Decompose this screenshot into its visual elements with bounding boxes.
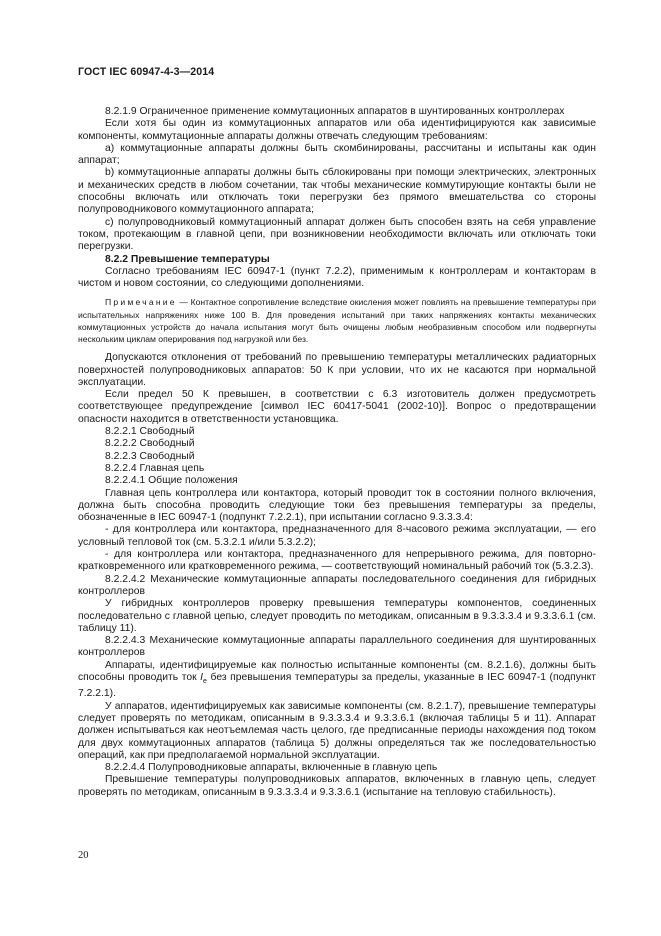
list-item-c: c) полупроводниковый коммутационный аппарат должен быть способен взять на себя управление током, протекающим в главной цепи, при возникновении необходимости включать или отключать токи перегрузки. (78, 216, 596, 253)
list-item-dash: - для контроллера или контактора, предназначенного для 8-часового режима эксплуатации, — его условный тепловой ток (см. 5.3.2.1 и/или 5.3.2.2); (78, 524, 596, 548)
document-header: ГОСТ IEC 60947-4-3—2014 (78, 66, 215, 78)
section-heading-8-2-2: 8.2.2 Превышение температуры (105, 253, 270, 265)
paragraph: Главная цепь контроллера или контактора, который проводит ток в состоянии полного включения, должна быть способна проводить следующие токи без превышения температуры за пределы, обозначенные в IEC 60947-1 (подпункт 7.2.2.1), при испытании согласно 9.3.3.3.4: (78, 487, 596, 524)
document-body (78, 106, 596, 799)
note-label: Примечание (105, 297, 177, 308)
section-heading-8-2-2-4-2: 8.2.2.4.2 Механические коммутационные аппараты последовательного соединения для гибридных контроллеров (78, 573, 596, 597)
list-item-a: a) коммутационные аппараты должны быть скомбинированы, рассчитаны и испытаны как один аппарат; (78, 142, 596, 167)
note-text: — Контактное сопротивление вследствие окисления может повлиять на превышение температуры при испытательных напряжениях ниже 100 В. Для проведения испытаний при таких напряжениях контакты механических коммутационных устройств до начала испытания могут быть очищены любым необразивным способом или подвергнуты нескольким циклам оперирования под нагрузкой или без. (78, 297, 596, 345)
paragraph-rated-current: Аппараты, идентифицируемые как полностью испытанные компоненты (см. 8.2.1.6), должны быть способны проводить ток $I_e$ без превышения температуры за пределы, указанные в IEC 60947-1 (подпункт 7.2.2.1). (78, 659, 596, 700)
section-heading-8-2-2-2: 8.2.2.2 Свободный (105, 438, 195, 450)
paragraph: У гибридных контроллеров проверку превышения температуры компонентов, соединенных последовательно с главной цепью, следует проводить по методикам, описанным в 9.3.3.3.4 и 9.3.3.6.1 (см. таблицу 11). (78, 598, 596, 634)
section-heading-8-2-2-3: 8.2.2.3 Свободный (105, 450, 195, 462)
paragraph: У аппаратов, идентифицируемых как зависимые компоненты (см. 8.2.1.7), превышение температуры следует проверять по методикам, описанным в 9.3.3.3.4 и 9.3.3.6.1 (включая таблицы 5 и 11). Аппарат должен испытываться как неотъемлемая часть целого, где предписанные периоды нахождения под током для двух коммутационных аппаратов (таблица 5) должны определяться так же последовательностью операций, как при предполагаемой нормальной эксплуатации. (78, 700, 596, 761)
section-heading-8-2-2-4-1: 8.2.2.4.1 Общие положения (105, 475, 238, 487)
current-subscript: e (203, 678, 207, 686)
paragraph: Превышение температуры полупроводниковых аппаратов, включенных в главную цепь, следует проверять по методикам, описанным в 9.3.3.3.4 и 9.3.3.6.1 (испытание на тепловую стабильность). (78, 774, 596, 798)
current-symbol: I (200, 671, 204, 683)
section-heading-8-2-2-4-4: 8.2.2.4.4 Полупроводниковые аппараты, включенные в главную цепь (105, 762, 438, 774)
paragraph: Если хотя бы один из коммутационных аппаратов или оба идентифицируются как зависимые компоненты, коммутационные аппараты должны отвечать следующим требованиям: (78, 118, 596, 142)
section-heading-8-2-1-9: 8.2.1.9 Ограниченное применение коммутационных аппаратов в шунтированных контроллерах (105, 106, 565, 117)
page-number: 20 (78, 850, 89, 861)
paragraph: Допускаются отклонения от требований по превышению температуры металлических радиаторных поверхностей полупроводниковых аппаратов: 50 К при условии, что их не касаются при нормальной эксплуатации. (78, 352, 596, 388)
section-heading-8-2-2-4-3: 8.2.2.4.3 Механические коммутационные аппараты параллельного соединения для шунтированных контроллеров (78, 635, 596, 659)
paragraph: Если предел 50 К превышен, в соответствии с 6.3 изготовитель должен предусмотреть соответствующее предупреждение [символ IEC 60417-5041 (2002-10)]. Вопрос о предотвращении опасности находится в ответственности установщика. (78, 389, 596, 425)
list-item-b: b) коммутационные аппараты должны быть сблокированы при помощи электрических, электронных и механических средств в любом сочетании, так чтобы механические коммутирующие контакты были не способны включать или отключать токи перегрузки без прямого вмешательства со стороны полупроводникового коммутационного аппарата; (78, 167, 596, 216)
section-heading-8-2-2-4: 8.2.2.4 Главная цепь (105, 462, 205, 474)
note (78, 296, 596, 345)
list-item-dash: - для контроллера или контактора, предназначенного для непрерывного режима, для повторно-кратковременного или кратковременного режима, — соответствующий номинальный рабочий ток (5.3.2.3). (78, 549, 596, 573)
paragraph: Согласно требованиям IEC 60947-1 (пункт 7.2.2), применимым к контроллерам и контакторам в чистом и новом состоянии, со следующими дополнениями. (78, 265, 596, 290)
section-heading-8-2-2-1: 8.2.2.1 Свободный (105, 426, 195, 438)
